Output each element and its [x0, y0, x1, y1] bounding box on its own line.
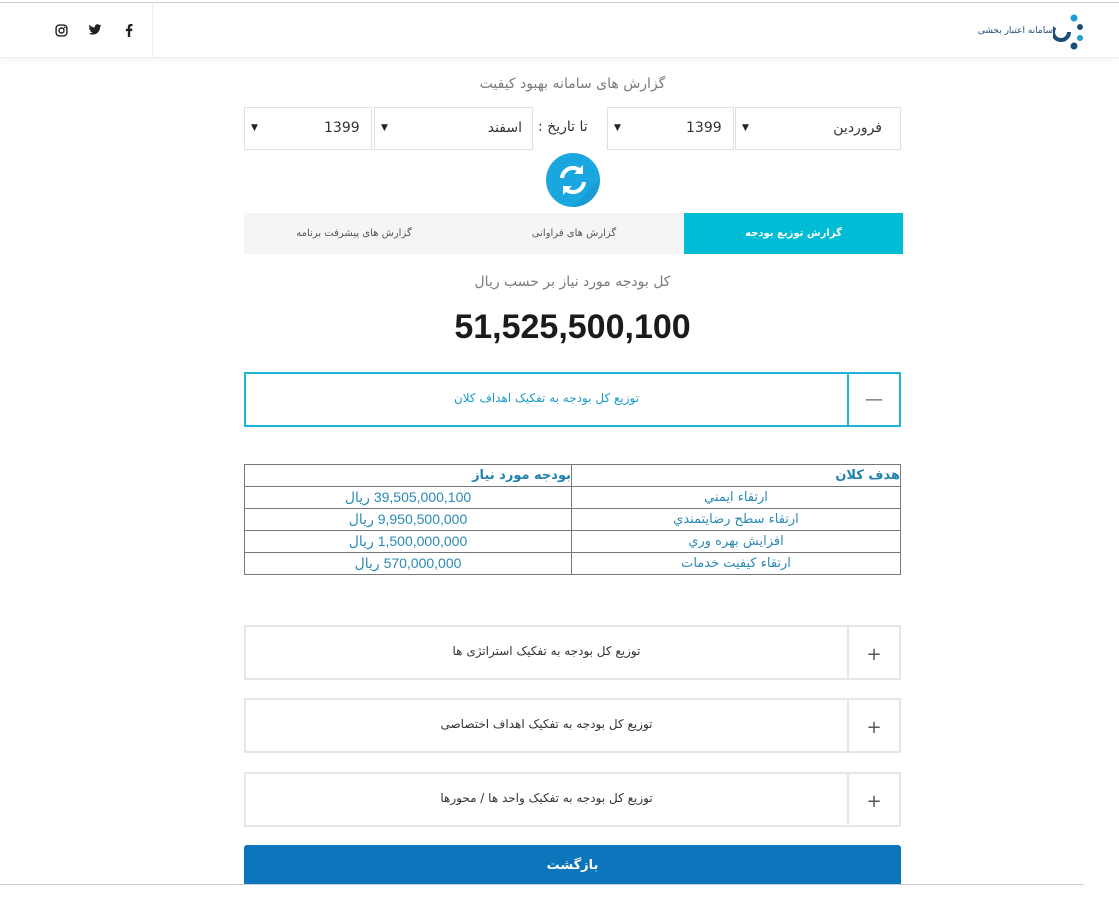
column-header-budget: بودجه مورد نیاز	[245, 465, 572, 487]
total-budget-value: 51,525,500,100	[454, 308, 691, 346]
budget-cell: 1,500,000,000 ريال	[245, 531, 572, 553]
accordion-title: توزیع کل بودجه به تفکیک واحد ها / محورها	[440, 791, 653, 805]
logo-text: سامانه اعتبار بخشی	[977, 26, 1053, 36]
back-button[interactable]: بازگشت	[244, 845, 901, 885]
goal-cell: ارتقاء ايمني	[572, 487, 901, 509]
dropdown-arrow-icon: ▼	[742, 123, 749, 133]
tab-budget-distribution[interactable]: گزارش توزیع بودجه	[684, 213, 903, 254]
social-links	[0, 3, 153, 57]
bottom-border	[0, 884, 1084, 885]
refresh-button[interactable]	[546, 153, 600, 207]
dropdown-arrow-icon: ▼	[614, 123, 621, 133]
goal-cell: افزايش بهره وري	[572, 531, 901, 553]
to-date-label: تا تاریخ :	[538, 119, 588, 135]
table-row	[245, 553, 901, 575]
budget-cell: 570,000,000 ريال	[245, 553, 572, 575]
accordion-strategies[interactable]	[244, 625, 901, 680]
tab-progress-reports[interactable]: گزارش های پیشرفت برنامه	[296, 228, 412, 239]
logo-mark-icon	[1053, 12, 1087, 52]
accordion-title: توزیع کل بودجه به تفکیک اهداف کلان	[453, 391, 640, 405]
page-title: گزارش های سامانه بهبود کیفیت	[479, 76, 666, 92]
report-tabs	[244, 213, 903, 254]
from-month-value: فروردین	[833, 120, 882, 136]
from-year-select[interactable]	[607, 107, 734, 150]
table-row	[245, 531, 901, 553]
budget-cell: 39,505,000,100 ريال	[245, 487, 572, 509]
budget-by-goal-table	[244, 464, 901, 575]
site-header	[0, 3, 1119, 58]
instagram-icon[interactable]	[53, 22, 69, 38]
expand-icon[interactable]: +	[847, 700, 899, 751]
from-month-select[interactable]	[735, 107, 901, 150]
table-header-row	[245, 465, 901, 487]
total-budget-label: کل بودجه مورد نیاز بر حسب ریال	[474, 274, 671, 290]
to-month-value: اسفند	[487, 120, 522, 136]
facebook-icon[interactable]	[121, 22, 137, 38]
to-year-value: 1399	[324, 120, 360, 136]
budget-cell: 9,950,500,000 ريال	[245, 509, 572, 531]
from-year-value: 1399	[686, 120, 722, 136]
accordion-macro-goals[interactable]	[244, 372, 901, 427]
accordion-title: توزیع کل بودجه به تفکیک استراتژی ها	[452, 644, 641, 658]
brand-logo[interactable]	[977, 12, 1087, 52]
refresh-icon	[546, 153, 600, 207]
accordion-specific-goals[interactable]	[244, 698, 901, 753]
goal-cell: ارتقاء کيفيت خدمات	[572, 553, 901, 575]
dropdown-arrow-icon: ▼	[251, 123, 258, 133]
table-row	[245, 487, 901, 509]
dropdown-arrow-icon: ▼	[381, 123, 388, 133]
to-month-select[interactable]	[374, 107, 533, 150]
twitter-icon[interactable]	[87, 22, 103, 38]
table-row	[245, 509, 901, 531]
accordion-title: توزیع کل بودجه به تفکیک اهداف اختصاصی	[440, 717, 653, 731]
expand-icon[interactable]: +	[847, 774, 899, 825]
expand-icon[interactable]: +	[847, 627, 899, 678]
column-header-goal: هدف کلان	[572, 465, 901, 487]
tab-frequency-reports[interactable]: گزارش های فراوانی	[531, 228, 617, 239]
collapse-icon[interactable]: —	[847, 374, 899, 425]
accordion-units[interactable]	[244, 772, 901, 827]
to-year-select[interactable]	[244, 107, 372, 150]
goal-cell: ارتقاء سطح رضايتمندي	[572, 509, 901, 531]
